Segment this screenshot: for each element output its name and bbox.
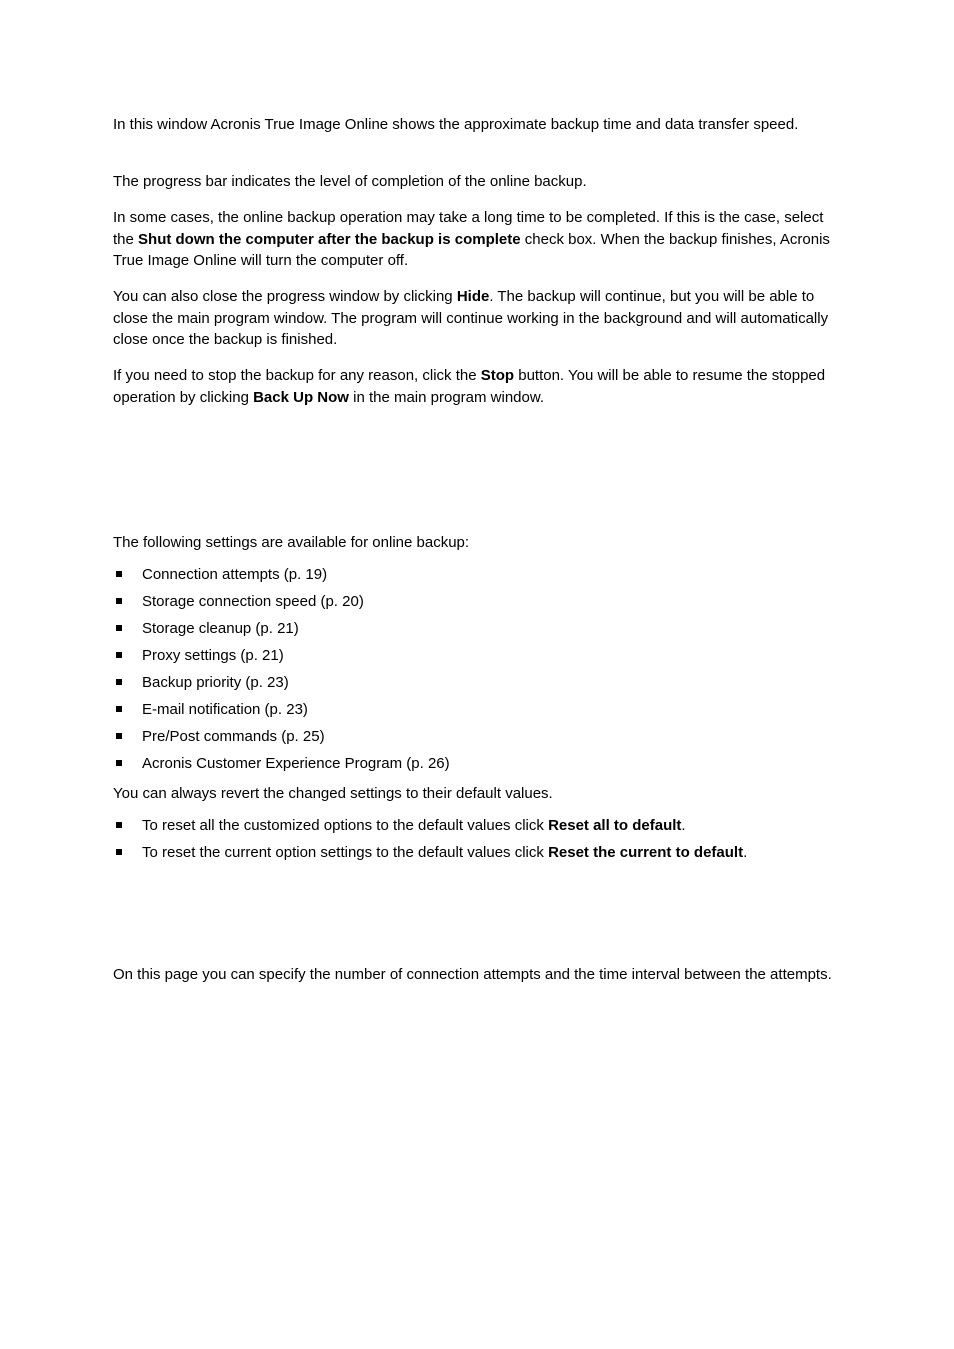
text-run: In some cases, the online backup operation may take a long time to be completed. If this is the case, select the xyxy=(113,209,824,248)
list-item-label: E-mail notification (p. 23) xyxy=(142,701,308,718)
bold-term-stop: Stop xyxy=(480,367,515,384)
paragraph-text: In this window Acronis True Image Online shows the approximate backup time and data transfer speed. xyxy=(113,116,799,133)
bullet-square-icon xyxy=(116,849,122,855)
text-run: To reset all the customized options to the default values click xyxy=(142,817,549,834)
list-item-label: Acronis Customer Experience Program (p. 26) xyxy=(142,755,450,772)
text-run: . xyxy=(681,817,686,834)
bullet-square-icon xyxy=(116,760,122,766)
text-run: check box. When the backup finishes, Acronis True Image Online will turn the computer off. xyxy=(113,230,830,269)
list-item-label: Connection attempts (p. 19) xyxy=(142,566,328,583)
bold-term-shutdown: Shut down the computer after the backup is complete xyxy=(138,230,521,248)
paragraph-text: The progress bar indicates the level of completion of the online backup. xyxy=(113,173,587,190)
list-item-label: Backup priority (p. 23) xyxy=(142,674,289,691)
bullet-square-icon xyxy=(116,598,122,604)
bullet-square-icon xyxy=(116,571,122,577)
list-item xyxy=(113,564,835,591)
list-item xyxy=(113,815,835,842)
list-item xyxy=(113,726,835,753)
bullet-square-icon xyxy=(116,706,122,712)
paragraph-stop xyxy=(113,365,835,408)
bullet-square-icon xyxy=(116,679,122,685)
list-item-label: Storage connection speed (p. 20) xyxy=(142,593,364,610)
bold-term-reset-current: Reset the current to default xyxy=(548,844,744,861)
paragraph-text: On this page you can specify the number of connection attempts and the time interval between the attempts. xyxy=(113,966,832,983)
text-run: button. You will be able to resume the stopped operation by clicking xyxy=(113,367,826,406)
list-item xyxy=(113,842,835,869)
bullet-square-icon xyxy=(116,625,122,631)
text-run: . xyxy=(743,844,748,861)
bold-term-hide: Hide xyxy=(456,288,490,305)
revert-intro xyxy=(113,783,835,805)
list-item-label: Proxy settings (p. 21) xyxy=(142,647,284,664)
settings-list xyxy=(113,564,835,780)
text-run: . The backup will continue, but you will be able to close the main program window. The program will continue working in the background and will automatically close once the backup is finished. xyxy=(113,288,829,348)
text-run: To reset the current option settings to the default values click xyxy=(142,844,549,861)
paragraph-shutdown xyxy=(113,207,835,272)
paragraph-progress-bar xyxy=(113,171,835,193)
bold-term-reset-all: Reset all to default xyxy=(548,817,682,834)
text-run: You can also close the progress window by clicking xyxy=(113,288,457,305)
list-item-label: Storage cleanup (p. 21) xyxy=(142,620,299,637)
settings-intro xyxy=(113,532,835,554)
list-item xyxy=(113,672,835,699)
text-run: in the main program window. xyxy=(348,388,545,406)
paragraph-text: The following settings are available for online backup: xyxy=(113,534,470,551)
bullet-square-icon xyxy=(116,733,122,739)
list-item xyxy=(113,753,835,780)
text-run: If you need to stop the backup for any reason, click the xyxy=(113,367,481,384)
list-item xyxy=(113,591,835,618)
bold-term-back-up-now: Back Up Now xyxy=(253,388,349,406)
paragraph-connection-attempts xyxy=(113,964,835,986)
paragraph-backup-time xyxy=(113,114,835,136)
list-item xyxy=(113,618,835,645)
list-item xyxy=(113,699,835,726)
bullet-square-icon xyxy=(116,652,122,658)
reset-list xyxy=(113,815,835,869)
paragraph-text: You can always revert the changed settings to their default values. xyxy=(113,785,553,802)
paragraph-hide xyxy=(113,286,835,351)
list-item xyxy=(113,645,835,672)
bullet-square-icon xyxy=(116,822,122,828)
list-item-label: Pre/Post commands (p. 25) xyxy=(142,728,325,745)
